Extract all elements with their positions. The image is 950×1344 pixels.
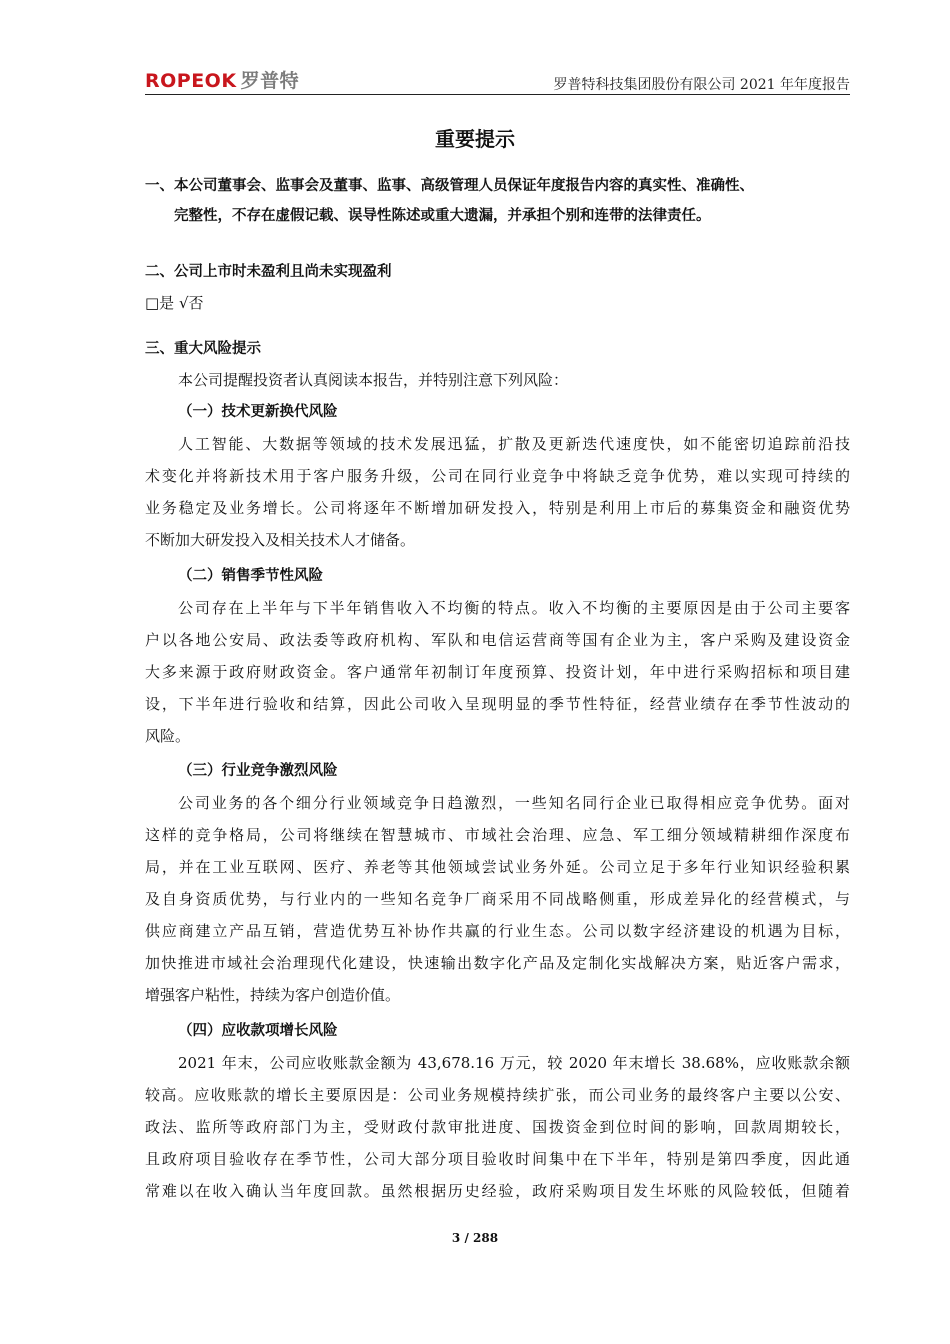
risk2-line: 大多来源于政府财政资金。客户通常年初制订年度预算、投资计划，年中进行采购招标和项目建: [145, 663, 850, 681]
risk3-line: 供应商建立产品互销，营造优势互补协作共赢的行业生态。公司以数字经济建设的机遇为目标，: [145, 922, 850, 940]
risk2-line: 风险。: [145, 727, 191, 745]
risk1-line: 人工智能、大数据等领域的技术发展迅猛，扩散及更新迭代速度快，如不能密切追踪前沿技: [178, 435, 850, 453]
risk3-line: 加快推进市域社会治理现代化建设，快速输出数字化产品及定制化实战解决方案，贴近客户需求，: [145, 954, 850, 972]
section3-heading: 三、重大风险提示: [145, 341, 261, 357]
risk4-heading: （四）应收款项增长风险: [178, 1023, 338, 1039]
risk1-line: 业务稳定及业务增长。公司将逐年不断增加研发投入，特别是利用上市后的募集资金和融资优势: [145, 499, 850, 517]
risk3-line: 这样的竞争格局，公司将继续在智慧城市、市域社会治理、应急、军工细分领域精耕细作深度布: [145, 826, 850, 844]
risk1-line: 术变化并将新技术用于客户服务升级，公司在同行业竞争中将缺乏竞争优势，难以实现可持续的: [145, 467, 850, 485]
risk3-line: 增强客户粘性，持续为客户创造价值。: [145, 986, 401, 1004]
section2-answer: □是 √否: [145, 294, 204, 312]
risk3-line: 及自身资质优势，与行业内的一些知名竞争厂商采用不同战略侧重，形成差异化的经营模式，与: [145, 890, 850, 908]
risk3-heading: （三）行业竞争激烈风险: [178, 763, 338, 779]
report-title: 罗普特科技集团股份有限公司 2021 年年度报告: [553, 77, 850, 93]
risk4-line: 2021 年末，公司应收账款金额为 43,678.16 万元，较 2020 年末增长 38.68%，应收账款余额: [178, 1054, 850, 1072]
risk3-line: 公司业务的各个细分行业领域竞争日趋激烈，一些知名同行企业已取得相应竞争优势。面对: [178, 794, 850, 812]
section2-heading: 二、公司上市时未盈利且尚未实现盈利: [145, 264, 392, 280]
risk4-line: 较高。应收账款的增长主要原因是：公司业务规模持续扩张，而公司业务的最终客户主要以公安、: [145, 1086, 850, 1104]
risk4-line: 政法、监所等政府部门为主，受财政付款审批进度、国拨资金到位时间的影响，回款周期较长，: [145, 1118, 850, 1136]
risk2-line: 设，下半年进行验收和结算，因此公司收入呈现明显的季节性特征，经营业绩存在季节性波动的: [145, 695, 850, 713]
logo-cn: 罗普特: [240, 70, 300, 92]
risk2-line: 公司存在上半年与下半年销售收入不均衡的特点。收入不均衡的主要原因是由于公司主要客: [178, 599, 850, 617]
risk1-line: 不断加大研发投入及相关技术人才储备。: [145, 531, 416, 549]
risk4-line: 常难以在收入确认当年度回款。虽然根据历史经验，政府采购项目发生坏账的风险较低，但随着: [145, 1182, 850, 1200]
risk2-line: 户以各地公安局、政法委等政府机构、军队和电信运营商等国有企业为主，客户采购及建设资金: [145, 631, 850, 649]
risk1-heading: （一）技术更新换代风险: [178, 404, 338, 420]
risk4-line: 且政府项目验收存在季节性，公司大部分项目验收时间集中在下半年，特别是第四季度，因此通: [145, 1150, 850, 1168]
company-logo: [145, 66, 299, 93]
section1-line1: 一、本公司董事会、监事会及董事、监事、高级管理人员保证年度报告内容的真实性、准确性、: [145, 178, 754, 194]
risk3-line: 局，并在工业互联网、医疗、养老等其他领域尝试业务外延。公司立足于多年行业知识经验积累: [145, 858, 850, 876]
section3-intro: 本公司提醒投资者认真阅读本报告，并特别注意下列风险：: [178, 371, 569, 389]
logo-text: ROPEOK: [145, 70, 237, 92]
section1-line2: 完整性，不存在虚假记载、误导性陈述或重大遗漏，并承担个别和连带的法律责任。: [174, 208, 711, 224]
page-title: 重要提示: [435, 127, 515, 151]
page-number: 3 / 288: [451, 1231, 499, 1245]
risk2-heading: （二）销售季节性风险: [178, 568, 323, 584]
page-header: [145, 62, 850, 95]
